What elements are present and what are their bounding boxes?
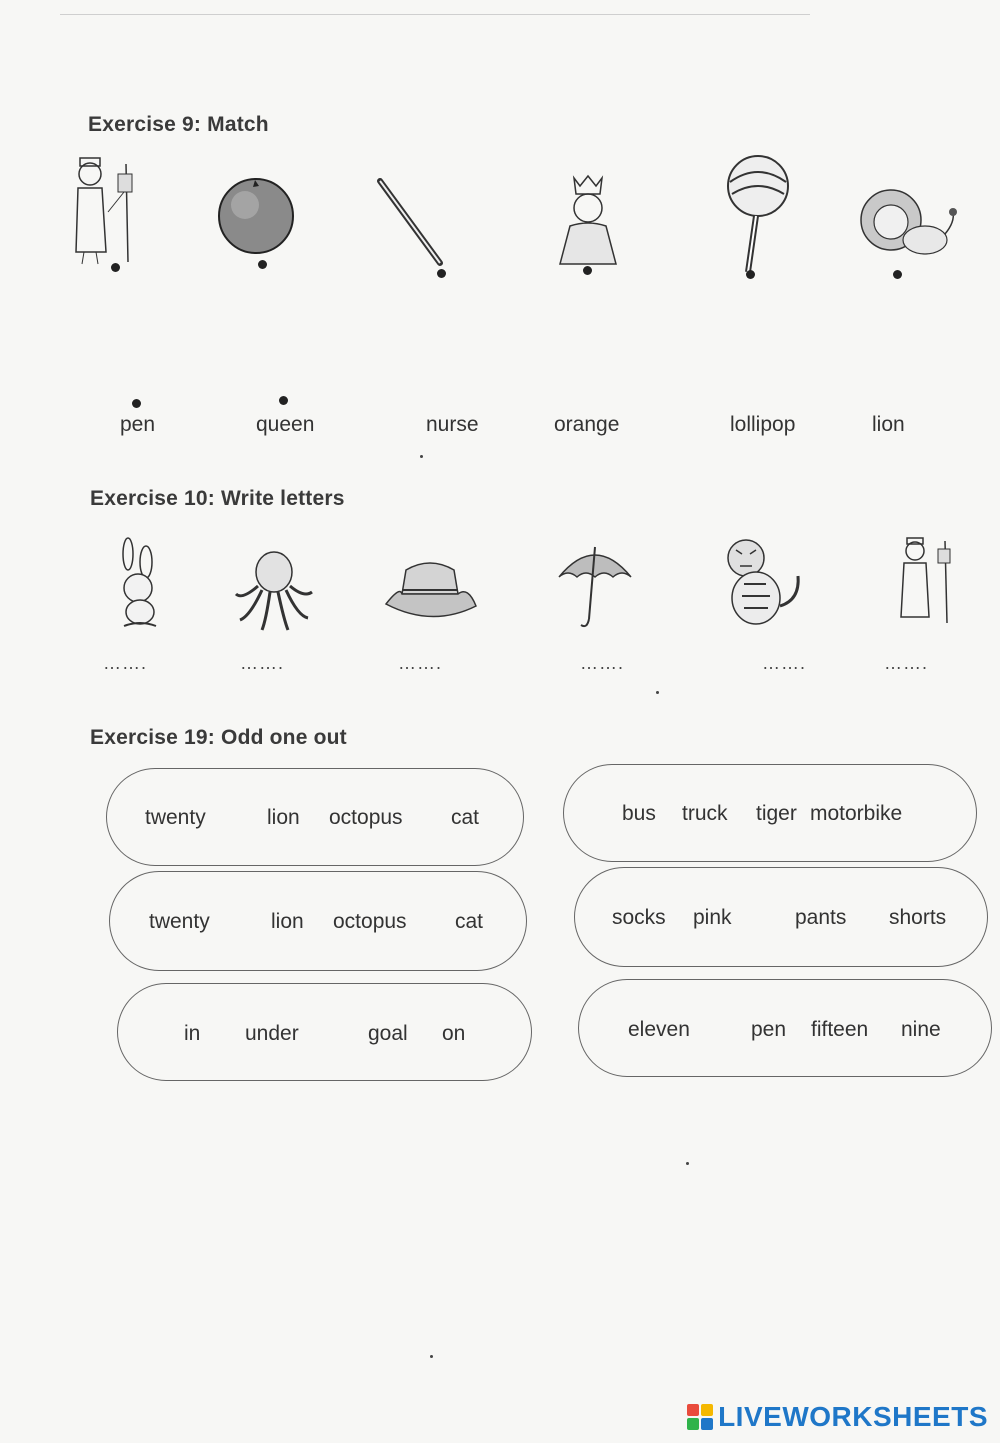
odd-one-out-group bbox=[578, 979, 992, 1077]
option-word[interactable]: bus bbox=[622, 802, 656, 825]
lion-picture bbox=[855, 182, 965, 272]
match-dot[interactable] bbox=[583, 266, 592, 275]
nurse-picture bbox=[68, 152, 158, 272]
option-word[interactable]: lion bbox=[271, 910, 304, 933]
option-word[interactable]: nine bbox=[901, 1018, 941, 1041]
answer-blank[interactable]: ……. bbox=[580, 653, 625, 673]
option-word[interactable]: octopus bbox=[329, 806, 403, 829]
pen-picture bbox=[372, 175, 452, 275]
umbrella-picture bbox=[555, 537, 635, 631]
rabbit-picture bbox=[110, 536, 180, 632]
orange-picture bbox=[215, 175, 297, 257]
option-word[interactable]: twenty bbox=[145, 806, 206, 829]
odd-one-out-group bbox=[117, 983, 532, 1081]
match-dot[interactable] bbox=[279, 396, 288, 405]
answer-blank[interactable]: ……. bbox=[398, 653, 443, 673]
lollipop-picture bbox=[718, 152, 798, 282]
match-dot[interactable] bbox=[893, 270, 902, 279]
option-word[interactable]: under bbox=[245, 1022, 299, 1045]
option-word[interactable]: goal bbox=[368, 1022, 408, 1045]
option-word[interactable]: pen bbox=[751, 1018, 787, 1041]
odd-one-out-group bbox=[563, 764, 977, 862]
page-top-line bbox=[60, 14, 810, 15]
option-word[interactable]: octopus bbox=[333, 910, 407, 933]
option-word[interactable]: cat bbox=[451, 806, 480, 829]
option-word[interactable]: in bbox=[184, 1022, 201, 1045]
nurse-picture bbox=[895, 533, 975, 627]
word-orange: orange bbox=[554, 413, 620, 436]
word-pen: pen bbox=[120, 413, 156, 436]
answer-blank[interactable]: ……. bbox=[240, 653, 285, 673]
hat-picture bbox=[382, 556, 480, 626]
speck bbox=[656, 691, 659, 694]
speck bbox=[686, 1162, 689, 1165]
option-word[interactable]: on bbox=[442, 1022, 466, 1045]
odd-one-out-group bbox=[106, 768, 524, 866]
odd-one-out-group bbox=[109, 871, 527, 971]
exercise-19-title: Exercise 19: Odd one out bbox=[90, 726, 347, 749]
option-word[interactable]: pants bbox=[795, 906, 847, 929]
word-nurse: nurse bbox=[426, 413, 479, 436]
option-word[interactable]: shorts bbox=[889, 906, 947, 929]
answer-blank[interactable]: ……. bbox=[762, 653, 807, 673]
option-word[interactable]: truck bbox=[682, 802, 728, 825]
match-dot[interactable] bbox=[746, 270, 755, 279]
brand-name: LIVEWORKSHEETS bbox=[718, 1401, 988, 1432]
option-word[interactable]: lion bbox=[267, 806, 300, 829]
odd-one-out-group bbox=[574, 867, 988, 967]
brand-squares-icon bbox=[687, 1404, 713, 1430]
option-word[interactable]: fifteen bbox=[811, 1018, 869, 1041]
option-word[interactable]: cat bbox=[455, 910, 484, 933]
word-lion: lion bbox=[872, 413, 905, 436]
octopus-picture bbox=[232, 546, 316, 634]
option-word[interactable]: socks bbox=[612, 906, 666, 929]
word-lollipop: lollipop bbox=[730, 413, 796, 436]
tiger-picture bbox=[718, 536, 810, 630]
match-dot[interactable] bbox=[111, 263, 120, 272]
option-word[interactable]: motorbike bbox=[810, 802, 903, 825]
answer-blank[interactable]: ……. bbox=[884, 653, 929, 673]
option-word[interactable]: pink bbox=[693, 906, 732, 929]
speck bbox=[430, 1355, 433, 1358]
word-queen: queen bbox=[256, 413, 315, 436]
exercise-10-title: Exercise 10: Write letters bbox=[90, 487, 345, 510]
option-word[interactable]: tiger bbox=[756, 802, 797, 825]
match-dot[interactable] bbox=[258, 260, 267, 269]
answer-blank[interactable]: ……. bbox=[103, 653, 148, 673]
option-word[interactable]: twenty bbox=[149, 910, 210, 933]
speck bbox=[420, 455, 423, 458]
queen-picture bbox=[550, 168, 630, 272]
match-dot[interactable] bbox=[437, 269, 446, 278]
match-dot[interactable] bbox=[132, 399, 141, 408]
liveworksheets-logo bbox=[687, 1401, 988, 1433]
option-word[interactable]: eleven bbox=[628, 1018, 690, 1041]
exercise-9-title: Exercise 9: Match bbox=[88, 113, 269, 136]
